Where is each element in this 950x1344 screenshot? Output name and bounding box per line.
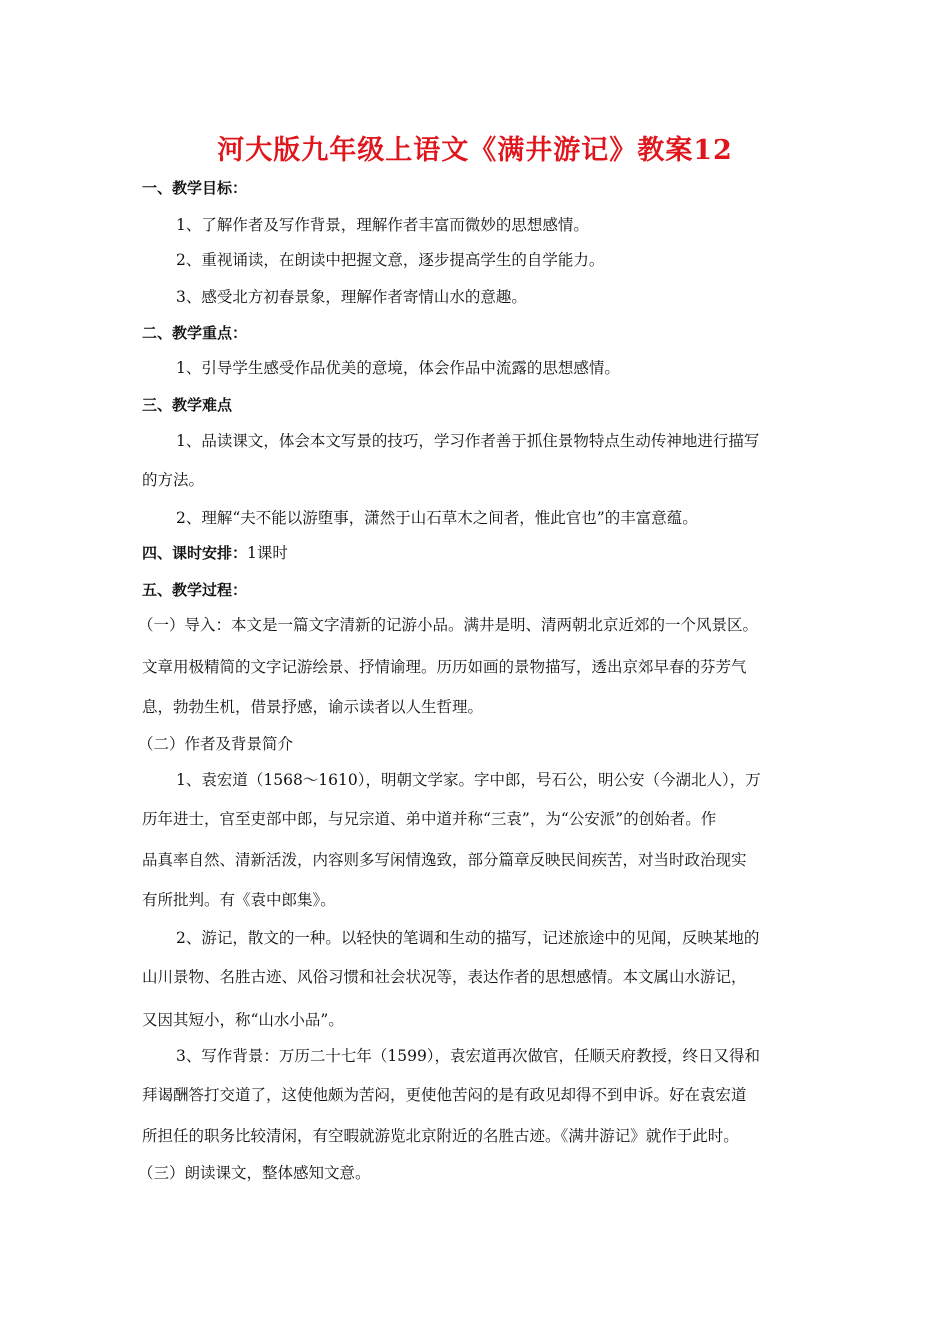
author-paragraph-line: 历年进士，官至吏部中郎，与兄宗道、弟中道并称“三袁”，为“公安派”的创始者。作: [142, 810, 717, 828]
intro-line: （一）导入：本文是一篇文字清新的记游小品。满井是明、清两朝北京近郊的一个风景区。: [138, 616, 759, 634]
section-heading-schedule: 四、课时安排：: [142, 544, 248, 562]
document-title: 河大版九年级上语文《满井游记》教案12: [217, 135, 733, 166]
difficulty-line: 1、品读课文，体会本文写景的技巧，学习作者善于抓住景物特点生动传神地进行描写: [176, 432, 760, 450]
author-paragraph-line: 1、袁宏道（1568～1610），明朝文学家。字中郎，号石公，明公安（今湖北人），万: [176, 771, 761, 789]
background-paragraph-line: 所担任的职务比较清闲，有空暇就游览北京附近的名胜古迹。《满井游记》就作于此时。: [142, 1127, 739, 1145]
objective-item: 3、感受北方初春景象，理解作者寄情山水的意趣。: [176, 288, 527, 306]
schedule-value: 1课时: [247, 544, 288, 562]
subsection-heading-reading: （三）朗读课文，整体感知文意。: [138, 1164, 371, 1182]
travelogue-paragraph-line: 山川景物、名胜古迹、风俗习惯和社会状况等，表达作者的思想感情。本文属山水游记，: [142, 968, 747, 986]
objective-item: 1、了解作者及写作背景，理解作者丰富而微妙的思想感情。: [176, 216, 589, 234]
background-paragraph-line: 拜谒酬答打交道了，这使他颇为苦闷，更使他苦闷的是有政见却得不到申诉。好在袁宏道: [142, 1086, 747, 1104]
difficulty-line: 2、理解“夫不能以游堕事，潇然于山石草木之间者，惟此官也”的丰富意蕴。: [176, 509, 698, 527]
intro-line: 息，勃勃生机，借景抒感，谕示读者以人生哲理。: [142, 698, 484, 716]
section-heading-difficulties: 三、教学难点: [142, 396, 233, 414]
section-heading-keypoints: 二、教学重点：: [142, 324, 248, 342]
schedule-line: [142, 543, 288, 563]
objective-item: 2、重视诵读，在朗读中把握文意，逐步提高学生的自学能力。: [176, 251, 605, 269]
travelogue-paragraph-line: 又因其短小，称“山水小品”。: [142, 1011, 344, 1029]
background-paragraph-line: 3、写作背景：万历二十七年（1599），袁宏道再次做官，任顺天府教授，终日又得和: [176, 1047, 761, 1065]
section-heading-objectives: 一、教学目标：: [142, 179, 248, 197]
travelogue-paragraph-line: 2、游记，散文的一种。以轻快的笔调和生动的描写，记述旅途中的见闻，反映某地的: [176, 929, 760, 947]
subsection-heading-author: （二）作者及背景简介: [138, 735, 294, 753]
keypoint-item: 1、引导学生感受作品优美的意境，体会作品中流露的思想感情。: [176, 359, 620, 377]
difficulty-line: 的方法。: [142, 471, 205, 489]
intro-line: 文章用极精简的文字记游绘景、抒情谕理。历历如画的景物描写，透出京郊早春的芬芳气: [142, 658, 747, 676]
section-heading-process: 五、教学过程：: [142, 581, 248, 599]
author-paragraph-line: 有所批判。有《袁中郎集》。: [142, 891, 336, 909]
author-paragraph-line: 品真率自然、清新活泼，内容则多写闲情逸致，部分篇章反映民间疾苦，对当时政治现实: [142, 851, 747, 869]
